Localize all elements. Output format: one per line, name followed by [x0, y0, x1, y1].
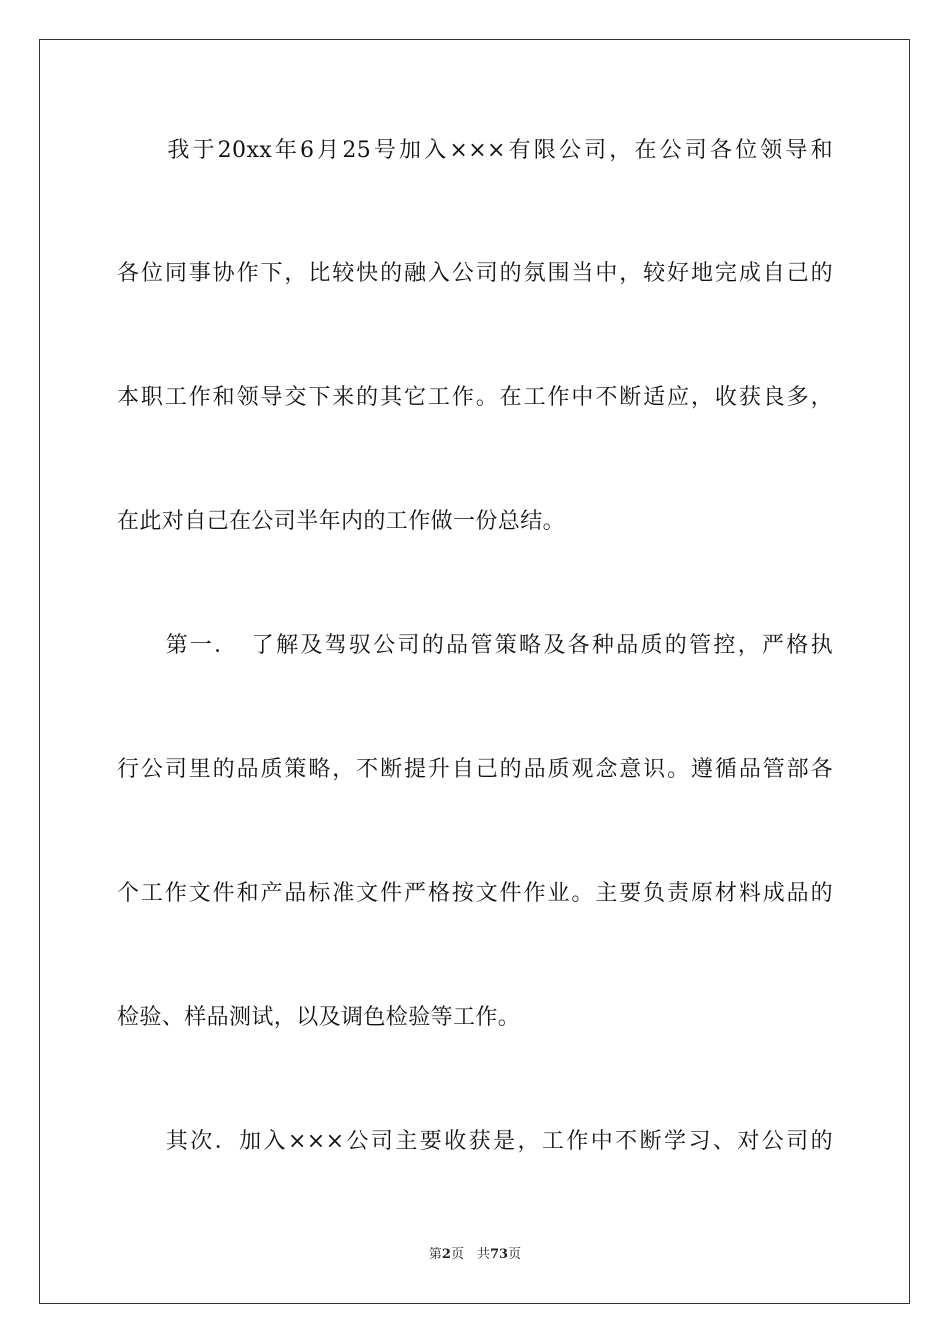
page-suffix: 页 共	[450, 1247, 490, 1262]
total-suffix: 页	[508, 1247, 522, 1262]
paragraph-1-line-1: 我于20xx年6月25号加入×××有限公司，在公司各位领导和	[117, 138, 833, 163]
page-footer	[0, 1246, 950, 1264]
page-border	[39, 39, 910, 1304]
total-pages: 73	[489, 1247, 509, 1262]
paragraph-2-line-2: 行公司里的品质策略，不断提升自己的品质观念意识。遵循品管部各	[117, 757, 833, 782]
paragraph-2-line-1: 第一． 了解及驾驭公司的品管策略及各种品质的管控，严格执	[117, 633, 833, 658]
paragraph-3-line-1: 其次．加入×××公司主要收获是，工作中不断学习、对公司的	[117, 1129, 833, 1154]
paragraph-1-line-2: 各位同事协作下，比较快的融入公司的氛围当中，较好地完成自己的	[117, 261, 833, 286]
paragraph-1-line-3: 本职工作和领导交下来的其它工作。在工作中不断适应，收获良多，	[117, 385, 833, 410]
page-prefix: 第	[428, 1247, 442, 1262]
page-number: 2	[441, 1247, 451, 1262]
paragraph-2-line-3: 个工作文件和产品标准文件严格按文件作业。主要负责原材料成品的	[117, 881, 833, 906]
paragraph-2-line-4: 检验、样品测试，以及调色检验等工作。	[117, 1005, 521, 1030]
paragraph-1-line-4: 在此对自己在公司半年内的工作做一份总结。	[117, 509, 566, 534]
